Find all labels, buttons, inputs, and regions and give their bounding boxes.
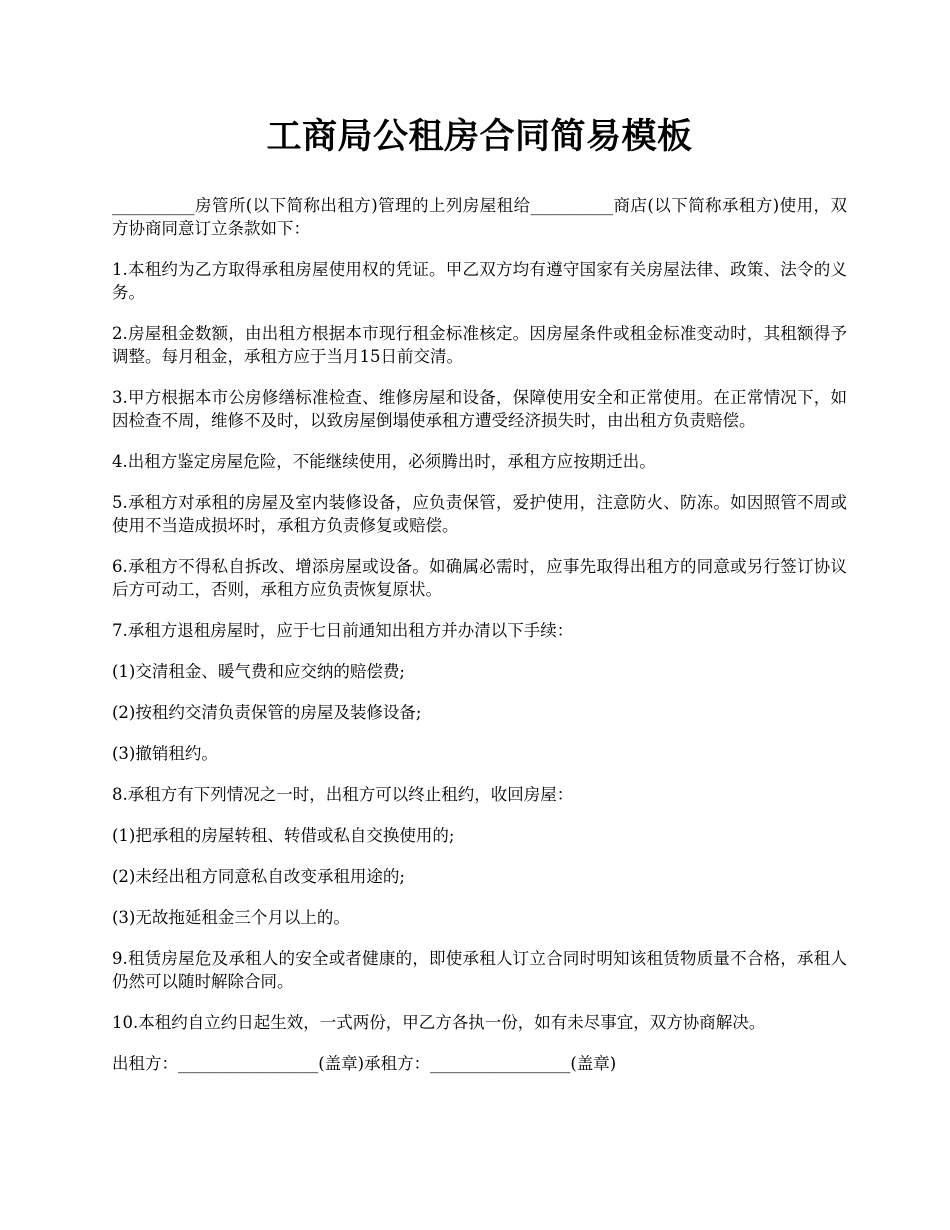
clause-9: 9.租赁房屋危及承租人的安全或者健康的，即使承租人订立合同时明知该租赁物质量不合格，承租人仍然可以随时解除合同。 — [112, 949, 847, 991]
clause-5: 5.承租方对承租的房屋及室内装修设备，应负责保管，爱护使用，注意防火、防冻。如因照管不周或使用不当造成损坏时，承租方负责修复或赔偿。 — [112, 493, 847, 535]
clause-7-item-2: (2)按租约交清负责保管的房屋及装修设备; — [112, 703, 422, 722]
clause-10: 10.本租约自立约日起生效，一式两份，甲乙方各执一份，如有未尽事宜，双方协商解决。 — [112, 1013, 766, 1032]
document-page — [112, 112, 847, 1075]
signature-line: 出租方：_________________(盖章)承租方：_________________(盖章) — [112, 1054, 617, 1073]
clause-8-item-1: (1)把承租的房屋转租、转借或私自交换使用的; — [112, 826, 455, 845]
clause-6: 6.承租方不得私自拆改、增添房屋或设备。如确属必需时，应事先取得出租方的同意或另行签订协议后方可动工，否则，承租方应负责恢复原状。 — [112, 557, 847, 599]
clause-8: 8.承租方有下列情况之一时，出租方可以终止租约，收回房屋： — [112, 785, 574, 804]
clause-1: 1.本租约为乙方取得承租房屋使用权的凭证。甲乙双方均有遵守国家有关房屋法律、政策、法令的义务。 — [112, 260, 847, 302]
clause-2: 2.房屋租金数额，由出租方根据本市现行租金标准核定。因房屋条件或租金标准变动时，其租额得予调整。每月租金，承租方应于当月15日前交清。 — [112, 324, 847, 366]
document-title: 工商局公租房合同简易模板 — [266, 116, 693, 157]
intro-paragraph: __________房管所(以下简称出租方)管理的上列房屋租给__________商店(以下简称承租方)使用，双方协商同意订立条款如下： — [112, 196, 847, 238]
clause-8-item-3: (3)无故拖延租金三个月以上的。 — [112, 908, 350, 927]
clause-7-item-1: (1)交清租金、暖气费和应交纳的赔偿费; — [112, 662, 405, 681]
clause-8-item-2: (2)未经出租方同意私自改变承租用途的; — [112, 867, 405, 886]
clause-7-item-3: (3)撤销租约。 — [112, 744, 218, 763]
clause-3: 3.甲方根据本市公房修缮标准检查、维修房屋和设备，保障使用安全和正常使用。在正常情况下，如因检查不周，维修不及时，以致房屋倒塌使承租方遭受经济损失时，由出租方负责赔偿。 — [112, 388, 847, 430]
clause-4: 4.出租方鉴定房屋危险，不能继续使用，必须腾出时，承租方应按期迁出。 — [112, 452, 656, 471]
clause-7: 7.承租方退租房屋时，应于七日前通知出租方并办清以下手续： — [112, 621, 574, 640]
